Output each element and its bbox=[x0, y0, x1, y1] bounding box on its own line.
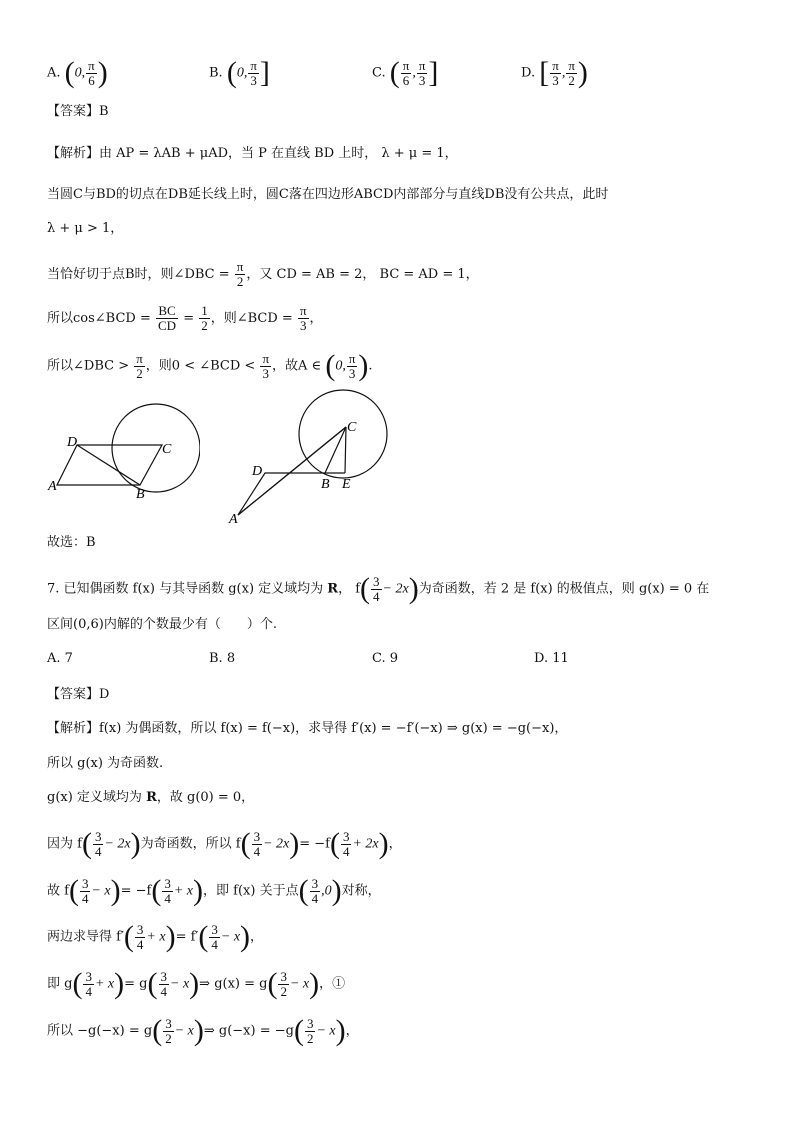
q7-solution-line-2: 所以 g(x) 为奇函数. bbox=[47, 756, 164, 771]
q6-option-a: A. (0, $\frac{\pi}{6}$ ) bbox=[47, 56, 108, 89]
fraction: $\frac{3}{4}$ bbox=[342, 828, 350, 859]
fraction: $\frac{3}{4}$ bbox=[85, 968, 92, 999]
label-c: C bbox=[347, 420, 357, 435]
label-c: C bbox=[162, 442, 172, 457]
q7-option-c: C. 9 bbox=[372, 651, 399, 666]
q6-solution-line-6: 所以∠DBC > $\frac{\pi}{2}$ ，则0 < ∠BCD < $\frac{\pi}{3}$ ，故A ∈ (0, $\frac{\pi}{3}$ ). bbox=[47, 349, 373, 382]
fraction: $\frac{\pi}{3}$ bbox=[348, 350, 356, 381]
fraction: $\frac{\pi}{3}$ bbox=[418, 57, 426, 88]
q6-solution-line-1: 【解析】由 AP = λAB + μAD，当 P 在直线 BD 上时， λ + μ = 1， bbox=[47, 146, 458, 161]
fraction: $\frac{BC}{CD}$ bbox=[158, 303, 177, 333]
label-b: B bbox=[321, 477, 330, 492]
q6-solution-line-5: 所以cos∠BCD = $\frac{BC}{CD}$ = $\frac{1}{2}$ ，则∠BCD = $\frac{\pi}{3}$ ， bbox=[47, 303, 323, 333]
q7-answer: 【答案】D bbox=[47, 687, 110, 702]
q7-solution-line-7: 即 g( $\frac{3}{4}$ + x)= g( $\frac{3}{4}$ − x)⇒ g(x) = g( $\frac{3}{2}$ − x)，① bbox=[47, 967, 346, 1000]
fraction: $\frac{3}{4}$ bbox=[81, 875, 89, 906]
q7-solution-line-5: 故 f( $\frac{3}{4}$ − x)= −f( $\frac{3}{4}$ + x)，即 f(x) 关于点( $\frac{3}{4}$ ,0)对称， bbox=[47, 874, 381, 907]
geometry-figure-2 bbox=[225, 385, 395, 530]
fraction: $\frac{3}{4}$ bbox=[164, 875, 171, 906]
q7-option-b: B. 8 bbox=[209, 651, 236, 666]
q6-final-choice: 故选：B bbox=[47, 535, 96, 550]
fraction: $\frac{3}{4}$ bbox=[160, 968, 167, 999]
q6-option-c: C. ( $\frac{\pi}{6}$ , $\frac{\pi}{3}$ ] bbox=[372, 56, 439, 89]
fraction: $\frac{3}{4}$ bbox=[373, 573, 380, 604]
fraction: $\frac{1}{2}$ bbox=[201, 303, 208, 333]
fraction: $\frac{3}{4}$ bbox=[136, 921, 144, 952]
fraction: $\frac{\pi}{3}$ bbox=[552, 57, 559, 88]
fraction: $\frac{\pi}{2}$ bbox=[236, 259, 244, 289]
label-d: D bbox=[67, 435, 78, 450]
q7-option-a: A. 7 bbox=[47, 651, 73, 666]
fraction: $\frac{3}{2}$ bbox=[280, 968, 287, 999]
fraction: $\frac{3}{2}$ bbox=[306, 1015, 314, 1046]
segment-db bbox=[77, 445, 140, 485]
fraction: $\frac{\pi}{3}$ bbox=[299, 303, 307, 333]
label-a: A bbox=[48, 479, 57, 494]
fraction: $\frac{3}{4}$ bbox=[253, 828, 261, 859]
fraction: $\frac{3}{4}$ bbox=[311, 875, 319, 906]
fraction: $\frac{\pi}{3}$ bbox=[250, 57, 257, 88]
q7-stem-line-1: 7. 已知偶函数 f(x) 与其导函数 g(x) 定义域均为 R， f( $\frac{3}{4}$ − 2x)为奇函数，若 2 是 f(x) 的极值点，则 g(x) = 0 在 bbox=[47, 572, 710, 605]
fraction: $\frac{\pi}{6}$ bbox=[88, 57, 95, 88]
label-d: D bbox=[252, 464, 263, 479]
q7-stem-line-2: 区间(0,6)内解的个数最少有（ ）个. bbox=[47, 617, 277, 632]
fraction: $\frac{\pi}{3}$ bbox=[262, 350, 270, 381]
label-e: E bbox=[342, 477, 351, 492]
q6-option-b: B. (0, $\frac{\pi}{3}$ ] bbox=[209, 56, 270, 89]
segment-ce bbox=[345, 427, 346, 473]
q7-solution-line-6: 两边求导得 f′( $\frac{3}{4}$ + x)= f′( $\frac{3}{4}$ − x)， bbox=[47, 920, 264, 953]
q7-solution-line-3: g(x) 定义域均为 R，故 g(0) = 0， bbox=[47, 790, 255, 805]
fraction: $\frac{3}{4}$ bbox=[211, 921, 218, 952]
q6-solution-line-3: λ + μ > 1， bbox=[47, 221, 124, 236]
q7-solution-line-4: 因为 f( $\frac{3}{4}$ − 2x)为奇函数，所以 f( $\frac{3}{4}$ − 2x)= −f( $\frac{3}{4}$ + 2x)， bbox=[47, 827, 402, 860]
q6-solution-line-4: 当恰好切于点B时，则∠DBC = $\frac{\pi}{2}$ ，又 CD = AB = 2， BC = AD = 1， bbox=[47, 259, 479, 289]
fraction: $\frac{\pi}{2}$ bbox=[568, 57, 575, 88]
circle-c bbox=[112, 404, 200, 492]
geometry-figure-1 bbox=[40, 400, 200, 510]
label-a: A bbox=[229, 512, 238, 527]
fraction: $\frac{\pi}{6}$ bbox=[402, 57, 410, 88]
fraction: $\frac{\pi}{2}$ bbox=[136, 350, 143, 381]
q6-answer: 【答案】B bbox=[47, 104, 109, 119]
q7-solution-line-1: 【解析】f(x) 为偶函数，所以 f(x) = f(−x)，求导得 f′(x) = −f′(−x) ⇒ g(x) = −g(−x)， bbox=[47, 721, 568, 736]
fraction: $\frac{3}{2}$ bbox=[165, 1015, 172, 1046]
q6-solution-line-2: 当圆C与BD的切点在DB延长线上时，圆C落在四边形ABCD内部部分与直线DB没有公共点，此时 bbox=[47, 187, 609, 202]
q7-option-d: D. 11 bbox=[534, 651, 569, 666]
q6-option-d: D. [ $\frac{\pi}{3}$ , $\frac{\pi}{2}$ ) bbox=[521, 56, 588, 89]
fraction: $\frac{3}{4}$ bbox=[94, 828, 102, 859]
q7-solution-line-8: 所以 −g(−x) = g( $\frac{3}{2}$ − x)⇒ g(−x) = −g( $\frac{3}{2}$ − x)， bbox=[47, 1014, 359, 1047]
label-b: B bbox=[136, 487, 145, 502]
